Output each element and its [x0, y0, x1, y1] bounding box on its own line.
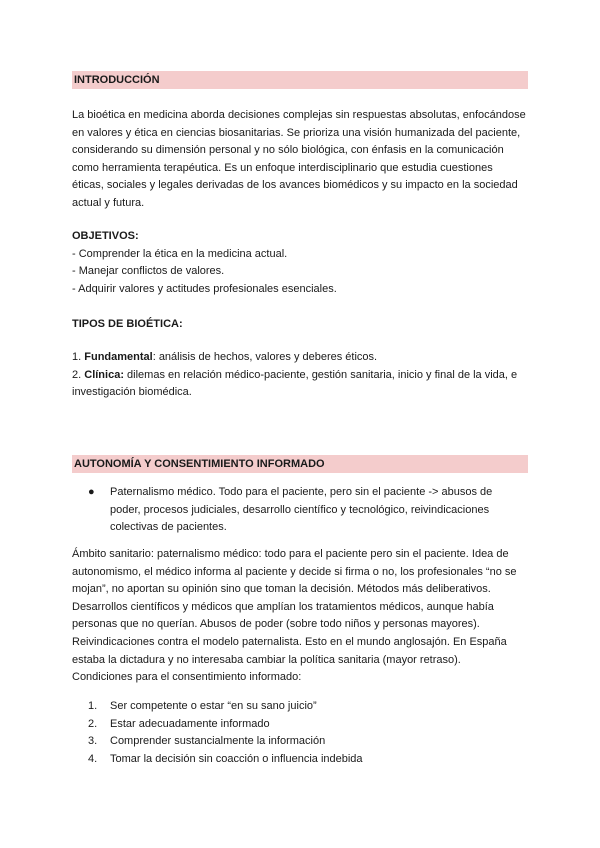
- type-item-fundamental: [72, 349, 532, 367]
- list-item: [88, 484, 528, 537]
- bullet-line: poder, procesos judiciales, desarrollo científico y tecnológico, reivindicaciones: [110, 503, 490, 516]
- autonomy-line: Condiciones para el consentimiento informado:: [72, 671, 302, 684]
- type-term: Clínica:: [84, 368, 124, 381]
- autonomy-paragraph: [72, 546, 532, 687]
- intro-line: en valores y ética en ciencias biosanitarias. Se prioriza una visión humanizada del paciente,: [72, 126, 521, 139]
- condition-number: 3.: [88, 735, 98, 748]
- bullet-icon: ●: [88, 486, 95, 498]
- autonomy-line: Ámbito sanitario: paternalismo médico: todo para el paciente pero sin el paciente. Idea de: [72, 548, 509, 560]
- bullet-line: Paternalismo médico. Todo para el paciente, pero sin el paciente -> abusos de: [110, 486, 493, 498]
- type-number: 2.: [72, 368, 82, 381]
- autonomy-line: autonomismo, el médico informa al paciente y decide si firma o no, los profesionales “no se: [72, 565, 517, 578]
- autonomy-line: Reivindicaciones contra el modelo paternalista. Esto en el mundo anglosajón. En España: [72, 635, 507, 648]
- condition-number: 1.: [88, 700, 98, 712]
- intro-line: como herramienta terapéutica. Es un enfoque interdisciplinario que estudia cuestiones: [72, 161, 493, 174]
- condition-text: Estar adecuadamente informado: [110, 717, 270, 730]
- intro-line: La bioética en medicina aborda decisiones complejas sin respuestas absolutas, enfocándose: [72, 109, 526, 121]
- objective-item: - Adquirir valores y actitudes profesionales esenciales.: [72, 282, 337, 295]
- type-item-clinica: [72, 367, 532, 385]
- autonomy-heading: AUTONOMÍA Y CONSENTIMIENTO INFORMADO: [72, 455, 528, 473]
- type-description: : análisis de hechos, valores y deberes éticos.: [152, 351, 378, 363]
- list-item: [88, 698, 528, 716]
- condition-text: Tomar la decisión sin coacción o influencia indebida: [110, 752, 363, 765]
- objective-item: - Manejar conflictos de valores.: [72, 265, 225, 278]
- intro-heading: INTRODUCCIÓN: [72, 71, 528, 89]
- autonomy-bullet-list: [88, 484, 528, 537]
- types-list: [72, 349, 532, 402]
- intro-line: éticas, sociales y legales derivadas de los avances biomédicos y su impacto en la sociedad: [72, 179, 518, 192]
- autonomy-line: personas que no querían. Abusos de poder (sobre todo niños y personas mayores).: [72, 618, 480, 631]
- intro-line: actual y futura.: [72, 196, 145, 209]
- list-item: [88, 716, 528, 734]
- condition-text: Ser competente o estar “en su sano juicio”: [110, 700, 317, 712]
- type-term: Fundamental: [84, 351, 153, 363]
- types-heading-block: [72, 316, 532, 334]
- autonomy-line: mojan”, no aportan su opinión sino que toman la decisión. Métodos más deliberativos.: [72, 583, 491, 596]
- intro-paragraph: [72, 107, 532, 213]
- objectives-section: [72, 228, 532, 298]
- autonomy-line: Desarrollos científicos y médicos que amplían los tratamientos médicos, aunque había: [72, 600, 494, 613]
- bullet-line: colectivas de pacientes.: [110, 521, 227, 534]
- condition-number: 4.: [88, 752, 98, 765]
- types-heading: TIPOS DE BIOÉTICA:: [72, 318, 183, 330]
- condition-number: 2.: [88, 717, 98, 730]
- list-item: [88, 751, 528, 769]
- conditions-list: [88, 698, 528, 768]
- type-item-clinica-continued: investigación biomédica.: [72, 386, 192, 399]
- list-item: [88, 733, 528, 751]
- objectives-heading: OBJETIVOS:: [72, 230, 139, 242]
- type-description: dilemas en relación médico-paciente, gestión sanitaria, inicio y final de la vida, e: [123, 368, 518, 381]
- intro-line: considerando su dimensión personal y no sólo biológica, con énfasis en la comunicación: [72, 144, 504, 157]
- objective-item: - Comprender la ética en la medicina actual.: [72, 247, 288, 260]
- type-number: 1.: [72, 351, 82, 363]
- autonomy-line: estaba la dictadura y no interesaba cambiar la política sanitaria (mayor retraso).: [72, 653, 461, 666]
- condition-text: Comprender sustancialmente la información: [110, 735, 326, 748]
